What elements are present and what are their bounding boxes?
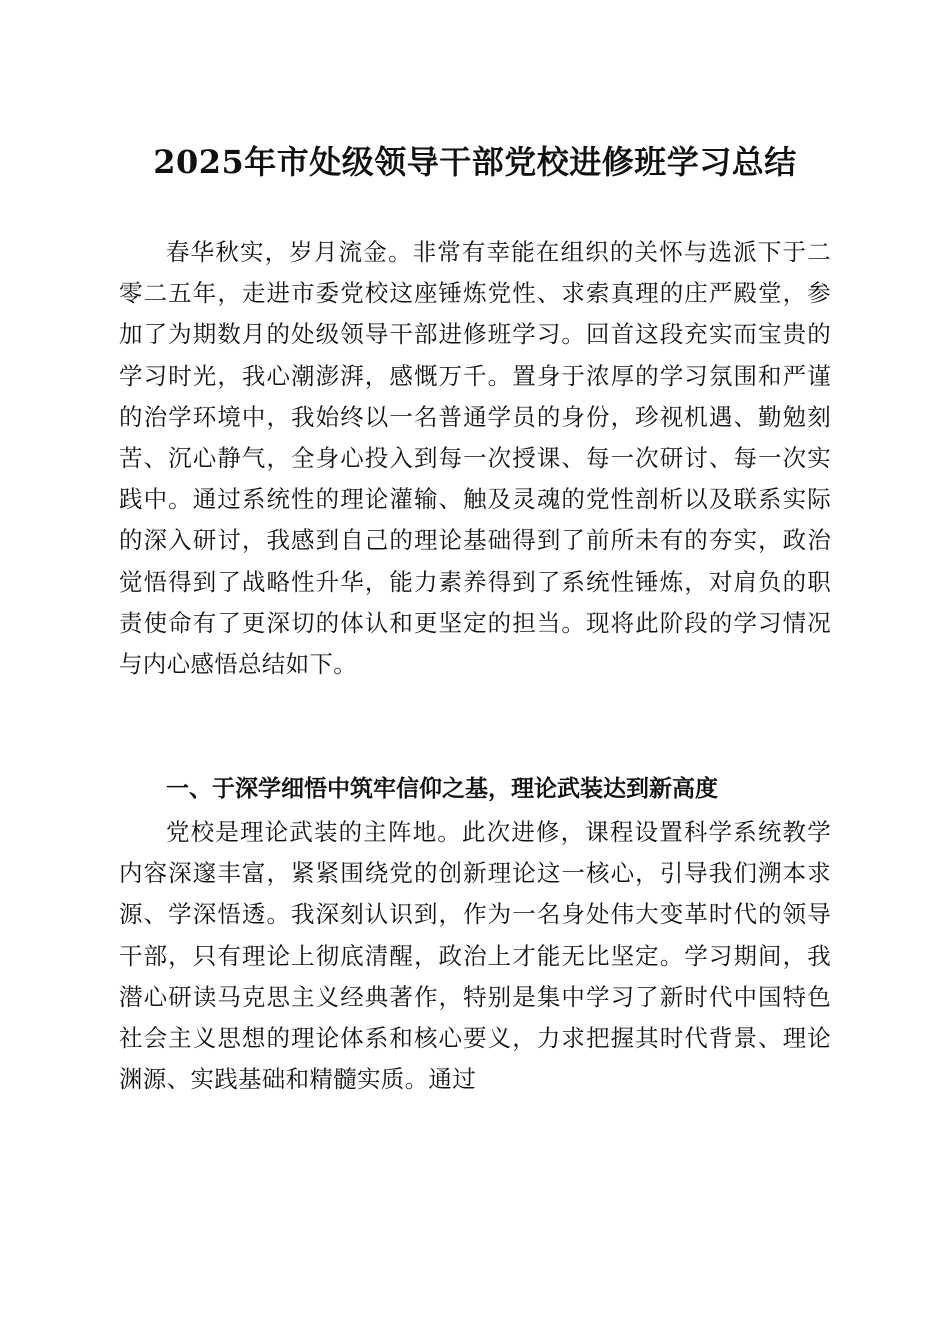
section-1-heading: 一、于深学细悟中筑牢信仰之基，理论武装达到新高度: [166, 776, 718, 802]
document-title: 2025年市处级领导干部党校进修班学习总结: [153, 143, 797, 181]
section-1-paragraph: 党校是理论武装的主阵地。此次进修，课程设置科学系统教学内容深邃丰富，紧紧围绕党的创新理论这一核心，引导我们溯本求源、学深悟透。我深刻认识到，作为一名身处伟大变革时代的领导干部，只有理论上彻底清醒，政治上才能无比坚定。学习期间，我潜心研读马克思主义经典著作，特别是集中学习了新时代中国特色社会主义思想的理论体系和核心要义，力求把握其时代背景、理论渊源、实践基础和精髓实质。通过: [119, 818, 831, 1094]
intro-paragraph: 春华秋实，岁月流金。非常有幸能在组织的关怀与选派下于二零二五年，走进市委党校这座锤炼党性、求索真理的庄严殿堂，参加了为期数月的处级领导干部进修班学习。回首这段充实而宝贵的学习时光，我心潮澎湃，感慨万千。置身于浓厚的学习氛围和严谨的治学环境中，我始终以一名普通学员的身份，珍视机遇、勤勉刻苦、沉心静气，全身心投入到每一次授课、每一次研讨、每一次实践中。通过系统性的理论灌输、触及灵魂的党性剖析以及联系实际的深入研讨，我感到自己的理论基础得到了前所未有的夯实，政治觉悟得到了战略性升华，能力素养得到了系统性锤炼，对肩负的职责使命有了更深切的体认和更坚定的担当。现将此阶段的学习情况与内心感悟总结如下。: [119, 238, 831, 679]
